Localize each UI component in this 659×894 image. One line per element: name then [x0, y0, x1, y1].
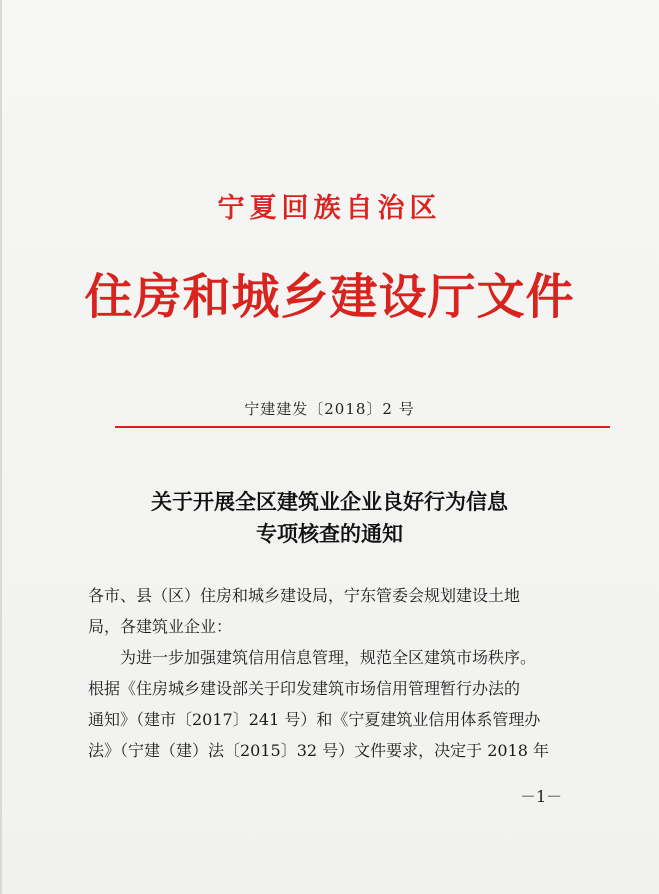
addressee-line-2: 局，各建筑业企业：	[88, 617, 233, 636]
paragraph-line-3: 通知》（建市〔2017〕241 号）和《宁夏建筑业信用体系管理办	[88, 710, 541, 729]
addressee-line-1: 各市、县（区）住房和城乡建设局，宁东管委会规划建设土地	[88, 586, 521, 605]
paragraph-line-1: 为进一步加强建筑信用信息管理，规范全区建筑市场秩序。	[120, 648, 537, 667]
issuer-department: 住房和城乡建设厅文件	[84, 269, 575, 325]
title-line-2: 专项核查的通知	[256, 521, 403, 546]
issuer-region: 宁夏回族自治区	[217, 193, 442, 224]
page-number: －1－	[520, 787, 563, 806]
paragraph-line-4: 法》（宁建（建）法〔2015〕32 号）文件要求，决定于 2018 年	[88, 741, 550, 760]
document-body	[88, 580, 588, 766]
title-line-1: 关于开展全区建筑业企业良好行为信息	[151, 489, 508, 514]
document-number: 宁建建发〔2018〕2 号	[244, 400, 415, 418]
paragraph-line-2: 根据《住房城乡建设部关于印发建筑市场信用管理暂行办法的	[88, 679, 521, 698]
document-title	[0, 486, 659, 550]
red-divider-line	[115, 426, 610, 428]
page-edge	[0, 0, 2, 894]
